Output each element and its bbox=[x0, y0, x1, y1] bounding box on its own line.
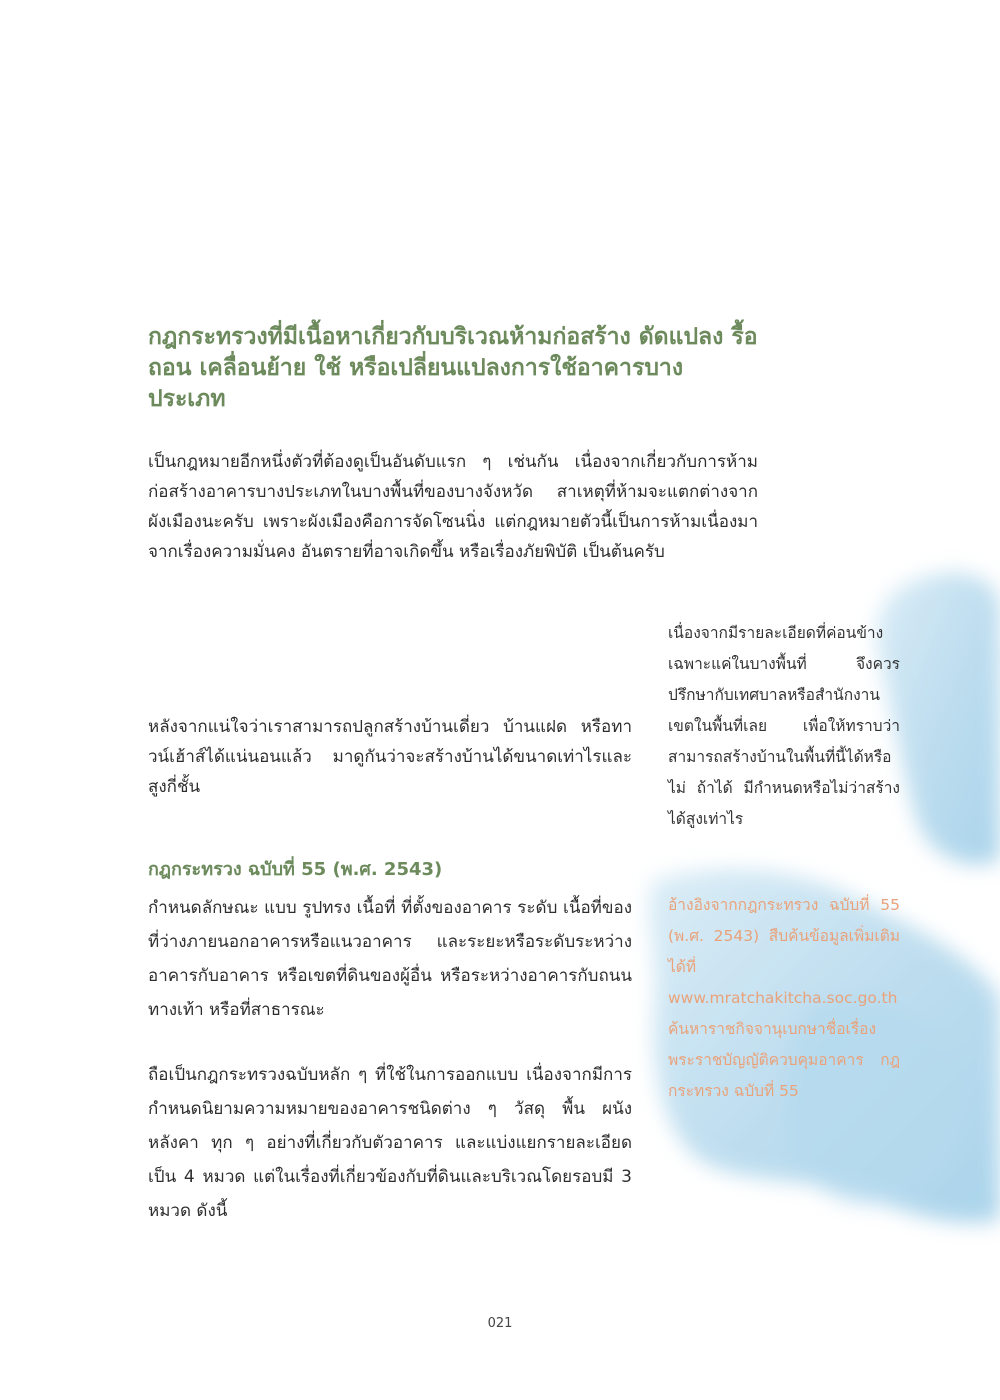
build-size-paragraph: หลังจากแน่ใจว่าเราสามารถปลูกสร้างบ้านเดี่ยว บ้านแฝด หรือทาวน์เฮ้าส์ได้แน่นอนแล้ว มาดูกันว่าจะสร้างบ้านได้ขนาดเท่าไรและสูงกี่ชั้น bbox=[148, 717, 632, 797]
rule-55-heading: กฎกระทรวง ฉบับที่ 55 (พ.ศ. 2543) bbox=[148, 859, 443, 880]
reference-note: อ้างอิงจากกฎกระทรวง ฉบับที่ 55 (พ.ศ. 2543) สืบค้นข้อมูลเพิ่มเติมได้ที่ www.mratchakitcha.soc.go.th ค้นหาราชกิจจานุเบกษาชื่อเรื่อง พระราชบัญญัติควบคุมอาคาร กฎกระทรวง ฉบับที่ 55 bbox=[668, 896, 900, 1100]
intro-paragraph: เป็นกฎหมายอีกหนึ่งตัวที่ต้องดูเป็นอันดับแรก ๆ เช่นกัน เนื่องจากเกี่ยวกับการห้ามก่อสร้างอาคารบางประเภทในบางพื้นที่ของบางจังหวัด สาเหตุที่ห้ามจะแตกต่างจากผังเมืองนะครับ เพราะผังเมืองคือการจัดโซนนิ่ง แต่กฎหมายตัวนี้เป็นการห้ามเนื่องมาจากเรื่องความมั่นคง อันตรายที่อาจเกิดขึ้น หรือเรื่องภัยพิบัติ เป็นต้นครับ bbox=[148, 452, 758, 562]
rule-55-paragraph: กำหนดลักษณะ แบบ รูปทรง เนื้อที่ ที่ตั้งของอาคาร ระดับ เนื้อที่ของที่ว่างภายนอกอาคารหรือแนวอาคาร และระยะหรือระดับระหว่างอาคารกับอาคาร หรือเขตที่ดินของผู้อื่น หรือระหว่างอาคารกับถนน ทางเท้า หรือที่สาธารณะ bbox=[148, 898, 632, 1020]
section-heading: กฎกระทรวงที่มีเนื้อหาเกี่ยวกับบริเวณห้ามก่อสร้าง ดัดแปลง รื้อถอน เคลื่อนย้าย ใช้ หรือเปลี่ยนแปลงการใช้อาคารบางประเภท bbox=[148, 324, 758, 412]
page-number: 021 bbox=[487, 1316, 513, 1331]
main-law-paragraph: ถือเป็นกฎกระทรวงฉบับหลัก ๆ ที่ใช้ในการออกแบบ เนื่องจากมีการกำหนดนิยามความหมายของอาคารชนิดต่าง ๆ วัสดุ พื้น ผนัง หลังคา ทุก ๆ อย่างที่เกี่ยวกับตัวอาคาร และแบ่งแยกรายละเอียดเป็น 4 หมวด แต่ในเรื่องที่เกี่ยวข้องกับที่ดินและบริเวณโดยรอบมี 3 หมวด ดังนี้ bbox=[148, 1065, 632, 1221]
side-note: เนื่องจากมีรายละเอียดที่ค่อนข้างเฉพาะแค่ในบางพื้นที่ จึงควรปรึกษากับเทศบาลหรือสำนักงานเขตในพื้นที่เลย เพื่อให้ทราบว่าสามารถสร้างบ้านในพื้นที่นี้ได้หรือไม่ ถ้าได้ มีกำหนดหรือไม่ว่าสร้างได้สูงเท่าไร bbox=[668, 624, 900, 828]
